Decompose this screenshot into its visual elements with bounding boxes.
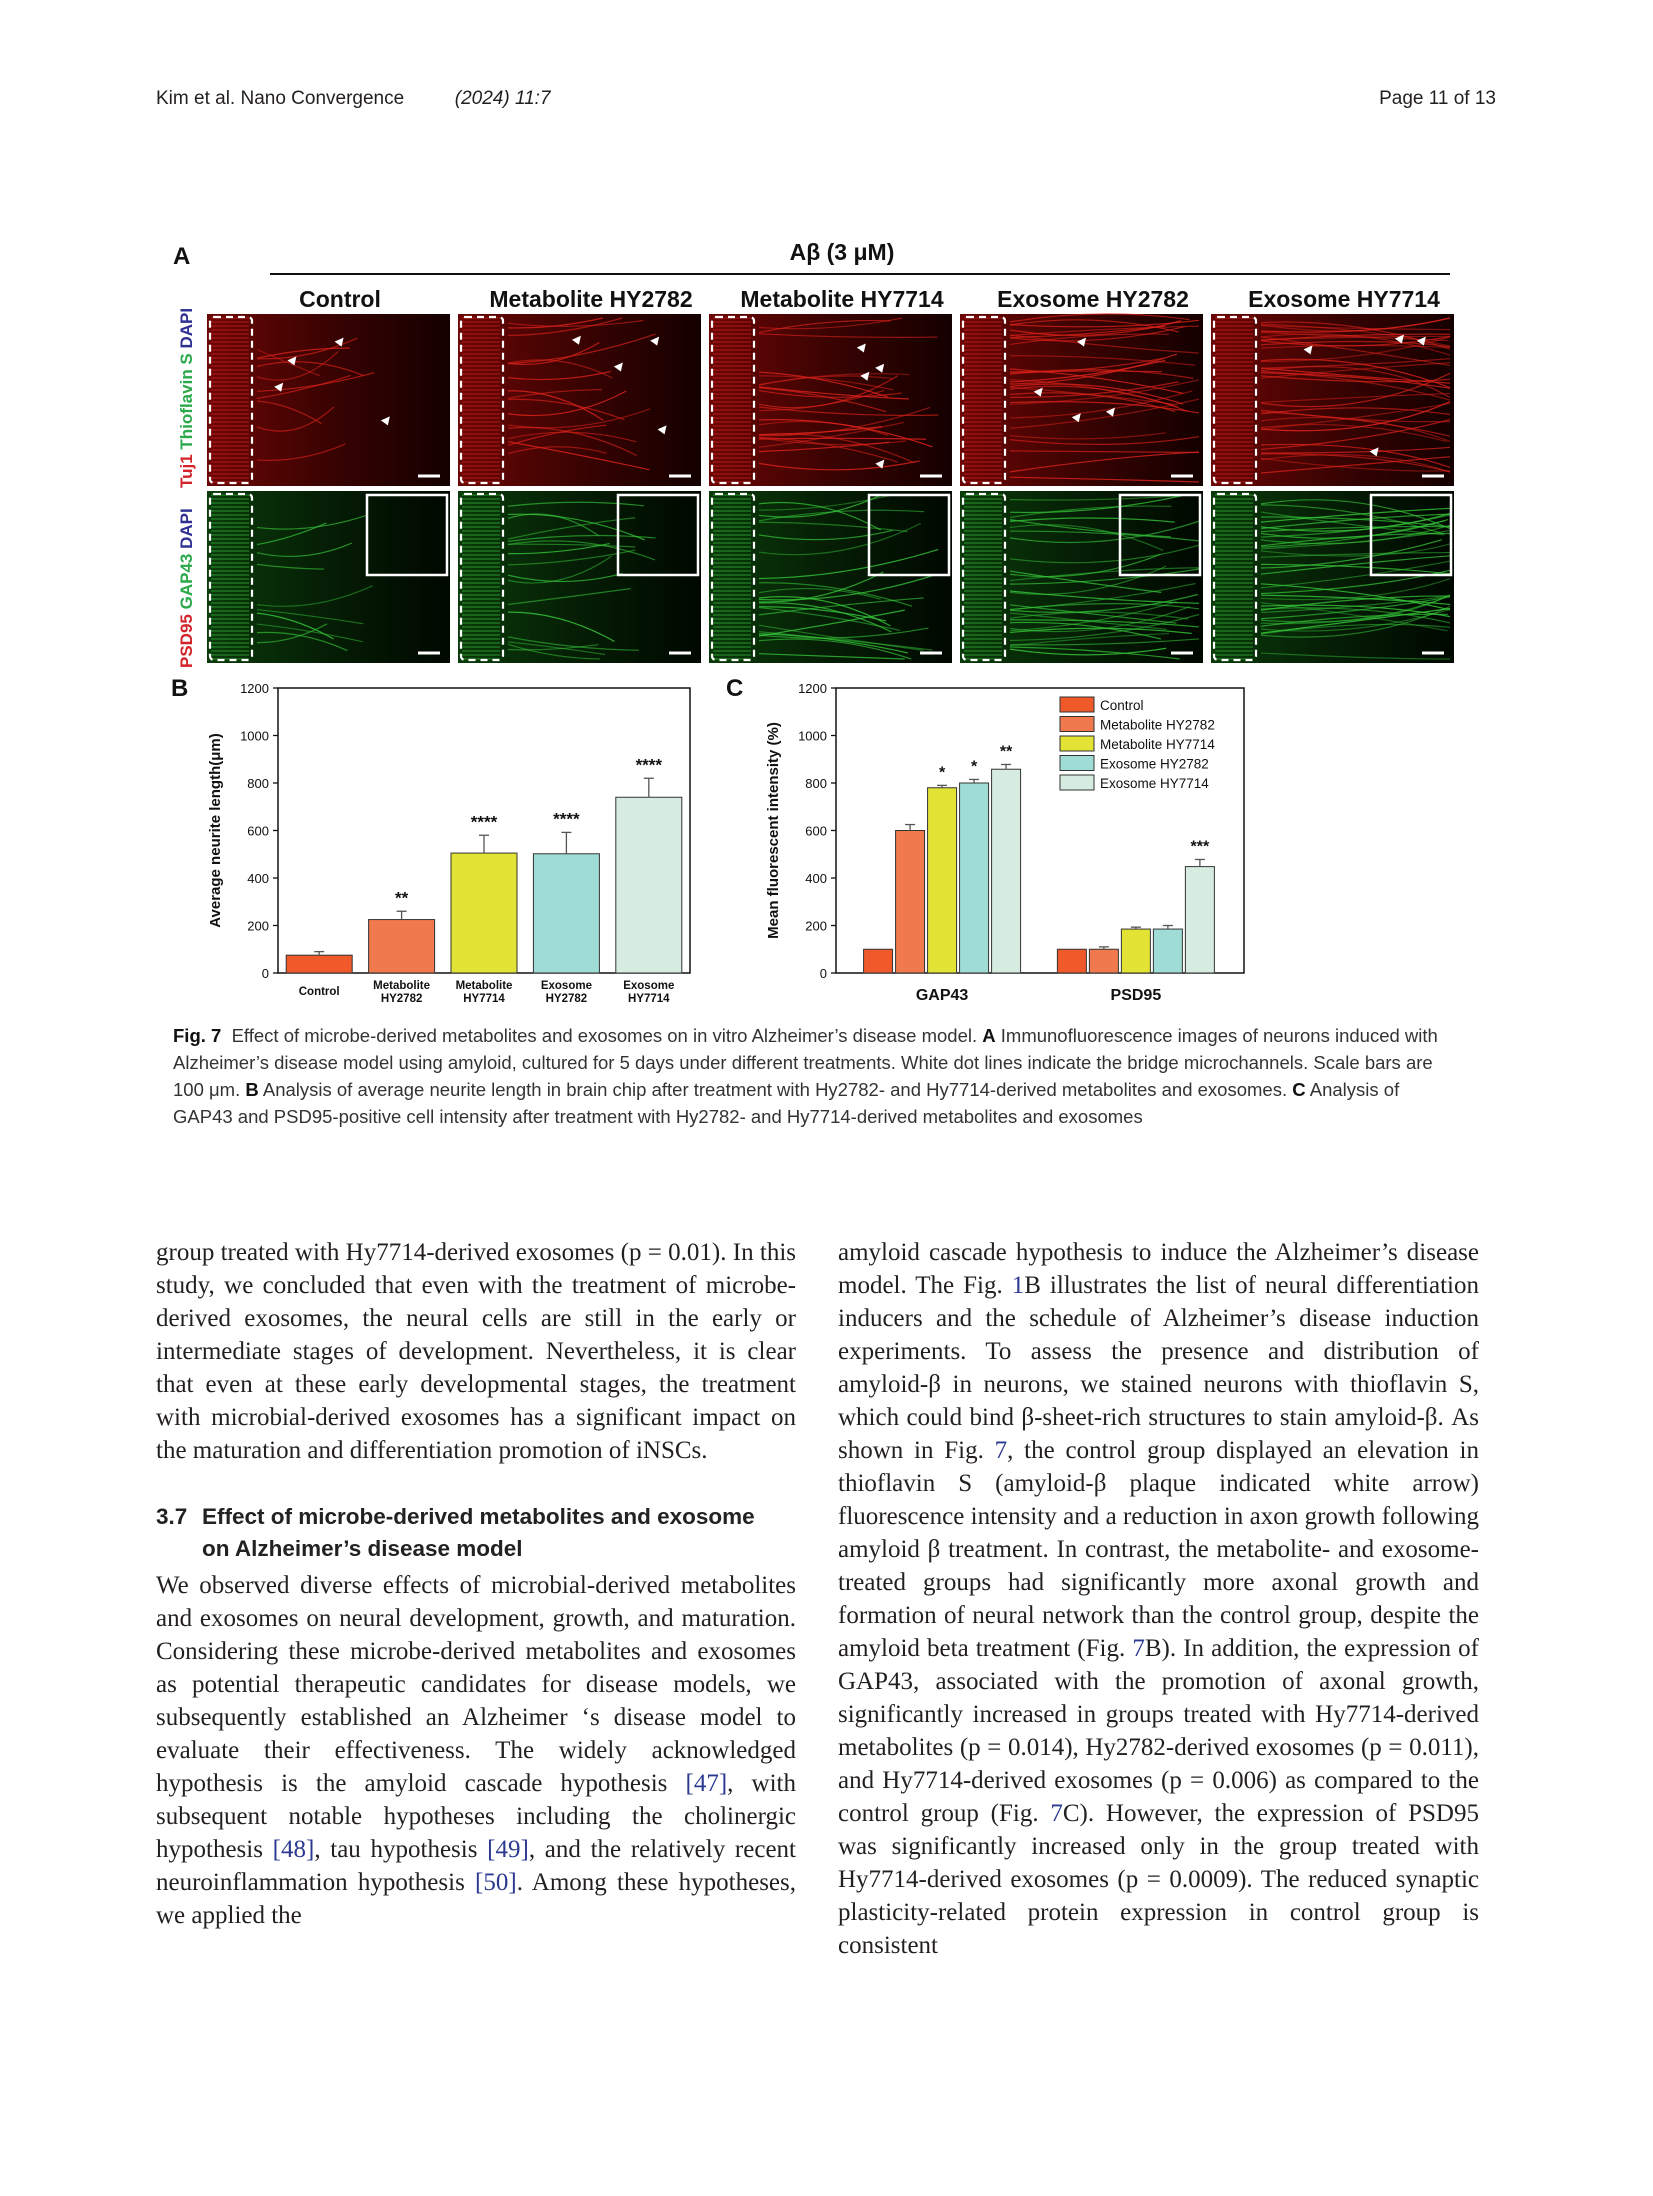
body-column-right — [838, 1236, 1479, 1962]
x-category-label: HY2782 — [380, 993, 423, 1005]
chart-c-ytick-label: 0 — [819, 966, 827, 981]
significance-marker: ** — [999, 743, 1013, 761]
significance-marker: ** — [394, 888, 409, 908]
significance-marker: **** — [553, 809, 580, 829]
row2-stain-label: PSD95 GAP43 DAPI — [177, 508, 196, 668]
chart-b-ytick-label: 200 — [247, 918, 269, 934]
x-category-label: HY2782 — [545, 993, 588, 1005]
caption-label: Fig. 7 — [173, 1025, 222, 1046]
citation-link[interactable]: [49] — [487, 1836, 529, 1863]
bar — [928, 788, 957, 973]
chart-c-ytick-label: 400 — [805, 871, 827, 886]
col-label-control: Control — [299, 286, 381, 312]
bar — [960, 783, 989, 973]
chart-c-ytick-label: 800 — [805, 776, 827, 791]
micrograph-grid — [207, 314, 1454, 663]
figure-7-graphic — [160, 238, 1460, 1018]
gap43-micrograph — [458, 491, 701, 663]
legend-swatch — [1060, 756, 1094, 771]
figure-caption — [173, 1022, 1453, 1130]
chart-b-ylabel: Average neurite length(μm) — [207, 733, 224, 928]
gap43-micrograph — [207, 491, 450, 663]
section-title-line-1: Effect of microbe-derived metabolites and exosome — [202, 1504, 755, 1529]
bar — [1089, 949, 1118, 973]
panel-a-letter: A — [173, 243, 191, 270]
page-number: Page 11 of 13 — [1379, 88, 1496, 109]
bar — [896, 831, 925, 974]
gap43-micrograph — [709, 491, 952, 663]
section-number: 3.7 — [156, 1504, 188, 1529]
gap43-micrograph — [960, 491, 1203, 663]
chart-c-ytick-label: 1200 — [798, 681, 827, 696]
x-category-label: Exosome — [623, 980, 675, 992]
x-category-label: Metabolite — [373, 980, 431, 992]
tuj1-micrograph — [1211, 314, 1454, 486]
row1-stain-label: Tuj1 Thioflavin S DAPI — [177, 307, 196, 488]
chart-b-ytick-label: 1000 — [240, 728, 269, 744]
bar — [864, 949, 893, 973]
paragraph: We observed diverse effects of microbial-derived metabolites and exosomes on neural development, growth, and maturation. Considering these microbe-derived metabolites and exosomes as potential therapeutic candidates for disease models, we subsequently established an Alzheimer ‘s disease model to evaluate their effectiveness. The widely acknowledged hypothesis is the amyloid cascade hypothesis [47], with subsequent notable hypotheses including the cholinergic hypothesis [48], tau hypothesis [49], and the relatively recent neuroinflammation hypothesis [50]. Among these hypotheses, we applied the — [156, 1572, 796, 1929]
bar — [533, 854, 599, 973]
caption-b-label: B — [245, 1079, 259, 1100]
paragraph: amyloid cascade hypothesis to induce the Alzheimer’s disease model. The Fig. 1B illustrates the list of neural differentiation inducers and the schedule of Alzheimer’s disease induction experiments. To assess the presence and distribution of amyloid-β in neurons, we stained neurons with thioflavin S, which could bind β-sheet-rich structures to stain amyloid-β. As shown in Fig. 7, the control group displayed an elevation in thioflavin S (amyloid-β plaque indicated white arrow) fluorescence intensity and a reduction in axon growth following amyloid β treatment. In contrast, the metabolite- and exosome-treated groups had significantly more axonal growth and formation of neural network than the control group, despite the amyloid beta treatment (Fig. 7B). In addition, the expression of GAP43, associated with the promotion of axonal growth, significantly increased in groups treated with Hy7714-derived metabolites (p = 0.014), Hy2782-derived exosomes (p = 0.011), and Hy7714-derived exosomes (p = 0.006) as compared to the control group (Fig. 7C). However, the expression of PSD95 was significantly increased only in the group treated with Hy7714-derived exosomes (p = 0.0009). The reduced synaptic plasticity-related protein expression in control group is consistent — [838, 1239, 1479, 1959]
legend-label: Control — [1100, 698, 1144, 713]
section-heading — [156, 1501, 796, 1565]
legend-swatch — [1060, 736, 1094, 751]
significance-marker: * — [970, 758, 978, 776]
bar — [1121, 929, 1150, 973]
legend-label: Metabolite HY2782 — [1100, 717, 1215, 733]
caption-a-text: Immunofluorescence images of neurons induced with Alzheimer’s disease model using amyloid, cultured for 5 days under different treatments. White dot lines indicate the bridge microchannels. Scale bars are 100 μm. — [173, 1025, 1438, 1100]
x-category-label: GAP43 — [915, 987, 969, 1004]
x-category-label: Exosome — [540, 980, 592, 992]
significance-marker: *** — [1190, 838, 1210, 856]
x-category-label: Metabolite — [455, 980, 513, 992]
citation-link[interactable]: [47] — [685, 1770, 728, 1797]
chart-b-ytick-label: 0 — [261, 966, 269, 981]
gap43-micrograph — [1211, 491, 1454, 663]
bar — [1153, 929, 1182, 973]
legend-label: Exosome HY7714 — [1100, 776, 1209, 791]
bar — [1185, 867, 1214, 973]
significance-marker: **** — [635, 755, 663, 775]
x-category-label: HY7714 — [463, 993, 505, 1005]
panel-b-letter: B — [171, 675, 189, 702]
bar — [369, 920, 435, 973]
tuj1-micrograph — [458, 314, 701, 486]
chart-b — [207, 681, 690, 1005]
caption-intro: Effect of microbe-derived metabolites and exosomes on in vitro Alzheimer’s disease model. — [231, 1025, 978, 1046]
col-label-exosome-hy2782: Exosome HY2782 — [997, 286, 1189, 312]
paragraph: group treated with Hy7714-derived exosomes (p = 0.01). In this study, we concluded that even with the treatment of microbe-derived exosomes, the neural cells are still in the early or intermediate stages of development. Nevertheless, it is clear that even at these early developmental stages, the treatment with microbial-derived exosomes has a significant impact on the maturation and differentiation promotion of iNSCs. — [156, 1239, 796, 1464]
caption-b-text: Analysis of average neurite length in brain chip after treatment with Hy2782- and Hy7714-derived metabolites and exosomes. — [262, 1079, 1288, 1100]
col-label-exosome-hy7714: Exosome HY7714 — [1248, 286, 1440, 312]
figure-link[interactable]: 7 — [1132, 1635, 1145, 1662]
figure-7 — [160, 238, 1460, 1018]
volume-citation: (2024) 11:7 — [454, 88, 551, 109]
chart-b-ytick-label: 1200 — [240, 681, 269, 696]
bar — [992, 769, 1021, 973]
caption-a-label: A — [982, 1025, 996, 1046]
legend-swatch — [1060, 775, 1094, 790]
citation-link[interactable]: [50] — [475, 1869, 517, 1896]
chart-b-ytick-label: 400 — [247, 871, 269, 886]
chart-c — [765, 681, 1244, 1004]
x-category-label: HY7714 — [628, 993, 670, 1005]
legend-label: Exosome HY2782 — [1100, 756, 1209, 772]
bar — [616, 797, 682, 973]
bar — [1057, 949, 1086, 973]
legend-swatch — [1060, 717, 1094, 732]
chart-c-ylabel: Mean fluorescent intensity (%) — [765, 722, 782, 939]
figure-link[interactable]: 7 — [1050, 1800, 1063, 1827]
chart-c-ytick-label: 200 — [805, 918, 827, 934]
running-header — [156, 88, 1496, 114]
col-label-metabolite-hy2782: Metabolite HY2782 — [489, 286, 693, 312]
figure-link[interactable]: 1 — [1011, 1272, 1025, 1299]
section-title-line-2: on Alzheimer’s disease model — [202, 1536, 523, 1561]
citation-link[interactable]: [48] — [272, 1836, 315, 1863]
bar — [286, 955, 352, 973]
chart-c-ytick-label: 600 — [805, 823, 827, 839]
legend-swatch — [1060, 697, 1094, 712]
x-category-label: Control — [298, 986, 340, 998]
significance-marker: **** — [470, 812, 498, 832]
chart-b-ytick-label: 600 — [247, 823, 269, 839]
tuj1-micrograph — [960, 314, 1203, 486]
tuj1-micrograph — [709, 314, 952, 486]
x-category-label: PSD95 — [1110, 987, 1162, 1004]
caption-c-text: Analysis of GAP43 and PSD95-positive cell intensity after treatment with Hy2782- and Hy7714-derived metabolites and exosomes — [173, 1079, 1400, 1127]
col-label-metabolite-hy7714: Metabolite HY7714 — [740, 286, 944, 312]
tuj1-micrograph — [207, 314, 450, 486]
caption-c-label: C — [1292, 1079, 1306, 1100]
body-column-left — [156, 1236, 796, 1932]
chart-b-ytick-label: 800 — [247, 776, 269, 791]
treatment-label: Aβ (3 μM) — [789, 239, 895, 265]
figure-link[interactable]: 7 — [994, 1437, 1008, 1464]
running-header-left — [156, 88, 551, 110]
chart-c-ytick-label: 1000 — [798, 728, 827, 744]
journal-citation: Kim et al. Nano Convergence — [156, 88, 405, 109]
legend-label: Metabolite HY7714 — [1100, 737, 1215, 752]
significance-marker: * — [938, 764, 946, 782]
panel-c-letter: C — [726, 675, 744, 702]
bar — [451, 853, 517, 973]
